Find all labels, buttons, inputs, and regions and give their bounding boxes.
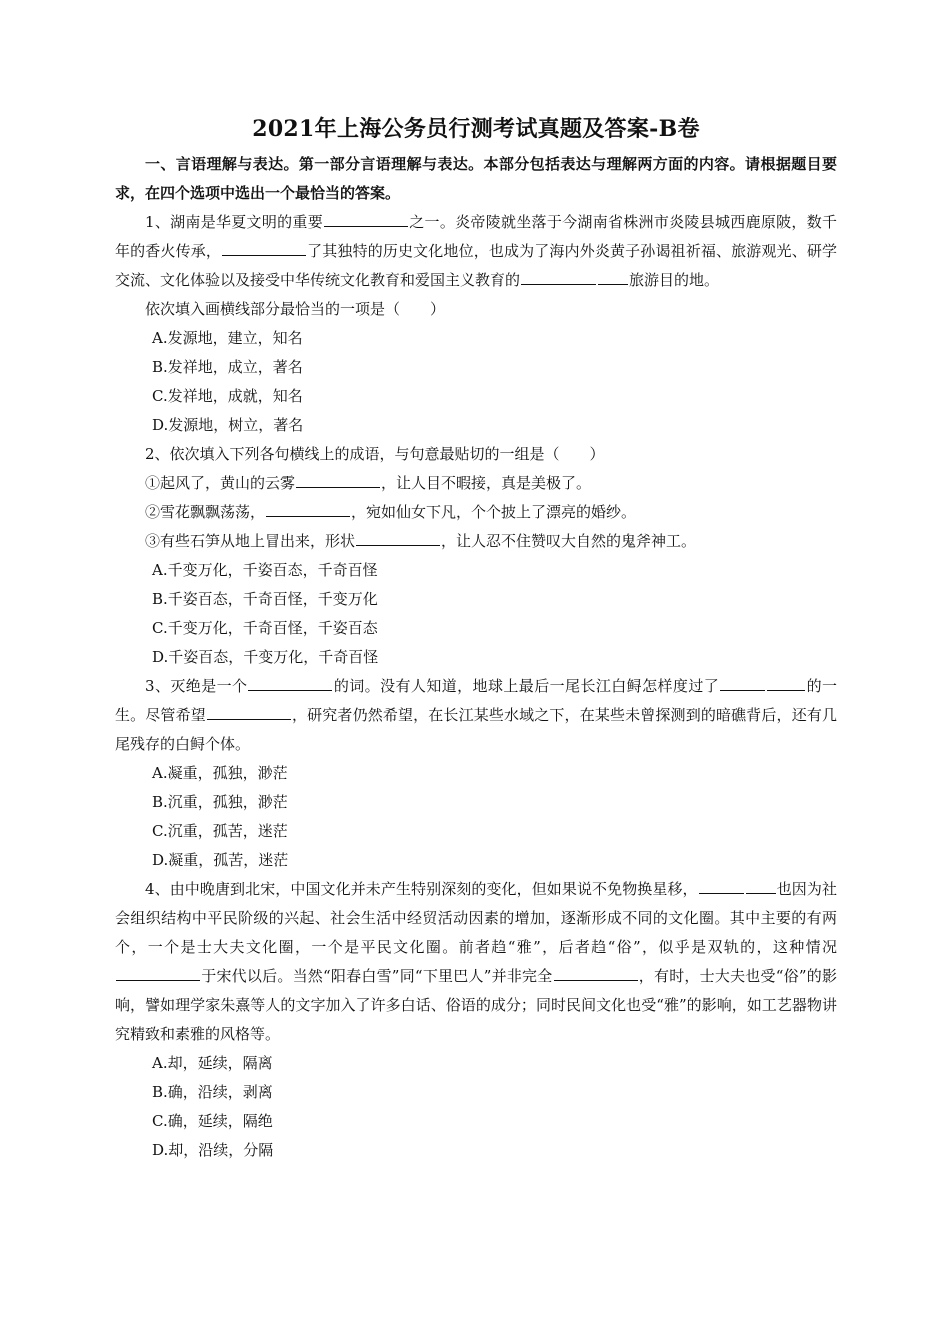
q3-option-c: C.沉重，孤苦，迷茫 <box>152 822 288 840</box>
q2-option-b: B.千姿百态，千奇百怪，千变万化 <box>152 590 378 608</box>
q3-text-2: 的词。没有人知道，地球上最后一尾长江白鲟怎样度过了 <box>333 677 720 695</box>
q1-option-b: B.发祥地，成立，著名 <box>152 358 303 376</box>
question-4-stem <box>115 875 837 1049</box>
q4-option-b: B.确，沿续，剥离 <box>152 1083 273 1101</box>
answer-blank <box>767 673 805 691</box>
q2-s3-text-a: ③有些石笋从地上冒出来，形状 <box>145 532 356 550</box>
q3-option-b: B.沉重，孤独，渺茫 <box>152 793 288 811</box>
q2-s2-text-a: ②雪花飘飘荡荡， <box>145 503 266 521</box>
q4-option-d: D.却，沿续，分隔 <box>152 1141 274 1159</box>
answer-blank <box>116 963 200 981</box>
q4-option-c: C.确，延续，隔绝 <box>152 1112 273 1130</box>
q2-option-d: D.千姿百态，千变万化，千奇百怪 <box>152 648 379 666</box>
q1-option-a: A.发源地，建立，知名 <box>152 329 303 347</box>
q4-text-3: 于宋代以后。当然“阳春白雪”同“下里巴人”并非完全 <box>201 967 553 985</box>
q2-s2-text-b: ，宛如仙女下凡，个个披上了漂亮的婚纱。 <box>351 503 637 521</box>
answer-blank <box>699 876 744 894</box>
answer-blank <box>296 470 380 488</box>
q4-option-a: A.却，延续，隔离 <box>152 1054 273 1072</box>
answer-blank <box>356 528 440 546</box>
document-page <box>115 112 837 1165</box>
answer-blank <box>598 267 628 285</box>
answer-blank <box>207 702 291 720</box>
answer-blank <box>720 673 765 691</box>
answer-blank <box>746 876 776 894</box>
q2-s3-text-b: ，让人忍不住赞叹大自然的鬼斧神工。 <box>441 532 697 550</box>
question-1-stem <box>115 208 837 295</box>
q2-sentence-3 <box>115 527 837 556</box>
q1-text-1: 1、湖南是华夏文明的重要 <box>145 213 323 231</box>
answer-blank <box>248 673 332 691</box>
answer-blank <box>222 238 306 256</box>
q2-s1-text-a: ①起风了，黄山的云雾 <box>145 474 296 492</box>
answer-blank <box>554 963 638 981</box>
q3-text-1: 3、灭绝是一个 <box>145 677 248 695</box>
q2-option-c: C.千变万化，千奇百怪，千姿百态 <box>152 619 378 637</box>
answer-blank <box>324 209 408 227</box>
question-3-stem <box>115 672 837 759</box>
q4-text-4: ，有时，士大夫也受“俗”的影响，譬如理学家朱熹等人的文字加入了许多白话、俗语的成分；同时民间文化也受“雅”的影响，如工艺器物讲究精致和素雅的风格等。 <box>115 967 837 1043</box>
q2-sentence-2 <box>115 498 837 527</box>
question-2-stem: 2、依次填入下列各句横线上的成语，与句意最贴切的一组是（ ） <box>145 445 605 463</box>
q4-text-2: 也因为社会组织结构中平民阶级的兴起、社会生活中经贸活动因素的增加，逐渐形成不同的文化圈。其中主要的有两个，一个是士大夫文化圈，一个是平民文化圈。前者趋“雅”，后者趋“俗”，似乎是双轨的，这种情况 <box>115 880 837 956</box>
q2-option-a: A.千变万化，千姿百态，千奇百怪 <box>152 561 378 579</box>
question-1-prompt: 依次填入画横线部分最恰当的一项是（ ） <box>145 300 446 318</box>
q3-text-3: 的一生。尽管希望 <box>115 677 837 724</box>
q3-text-4: ，研究者仍然希望，在长江某些水域之下，在某些未曾探测到的暗礁背后，还有几尾残存的白鲟个体。 <box>115 706 837 753</box>
q1-text-2: 之一。炎帝陵就坐落于今湖南省株洲市炎陵县城西鹿原陂，数千年的香火传承， <box>115 213 837 260</box>
q4-text-1: 4、由中晚唐到北宋，中国文化并未产生特别深刻的变化，但如果说不免物换星移， <box>145 880 698 898</box>
q1-text-4: 旅游目的地。 <box>629 271 720 289</box>
q3-option-d: D.凝重，孤苦，迷茫 <box>152 851 289 869</box>
q3-option-a: A.凝重，孤独，渺茫 <box>152 764 288 782</box>
q2-s1-text-b: ，让人目不暇接，真是美极了。 <box>381 474 592 492</box>
q1-option-c: C.发祥地，成就，知名 <box>152 387 303 405</box>
q1-option-d: D.发源地，树立，著名 <box>152 416 304 434</box>
q1-text-3: 了其独特的历史文化地位，也成为了海内外炎黄子孙谒祖祈福、旅游观光、研学交流、文化体验以及接受中华传统文化教育和爱国主义教育的 <box>115 242 837 289</box>
q2-sentence-1 <box>115 469 837 498</box>
section-instructions: 一、言语理解与表达。第一部分言语理解与表达。本部分包括表达与理解两方面的内容。请根据题目要求，在四个选项中选出一个最恰当的答案。 <box>115 155 837 202</box>
answer-blank <box>521 267 596 285</box>
answer-blank <box>266 499 350 517</box>
page-title: 2021年上海公务员行测考试真题及答案-B卷 <box>252 116 700 142</box>
